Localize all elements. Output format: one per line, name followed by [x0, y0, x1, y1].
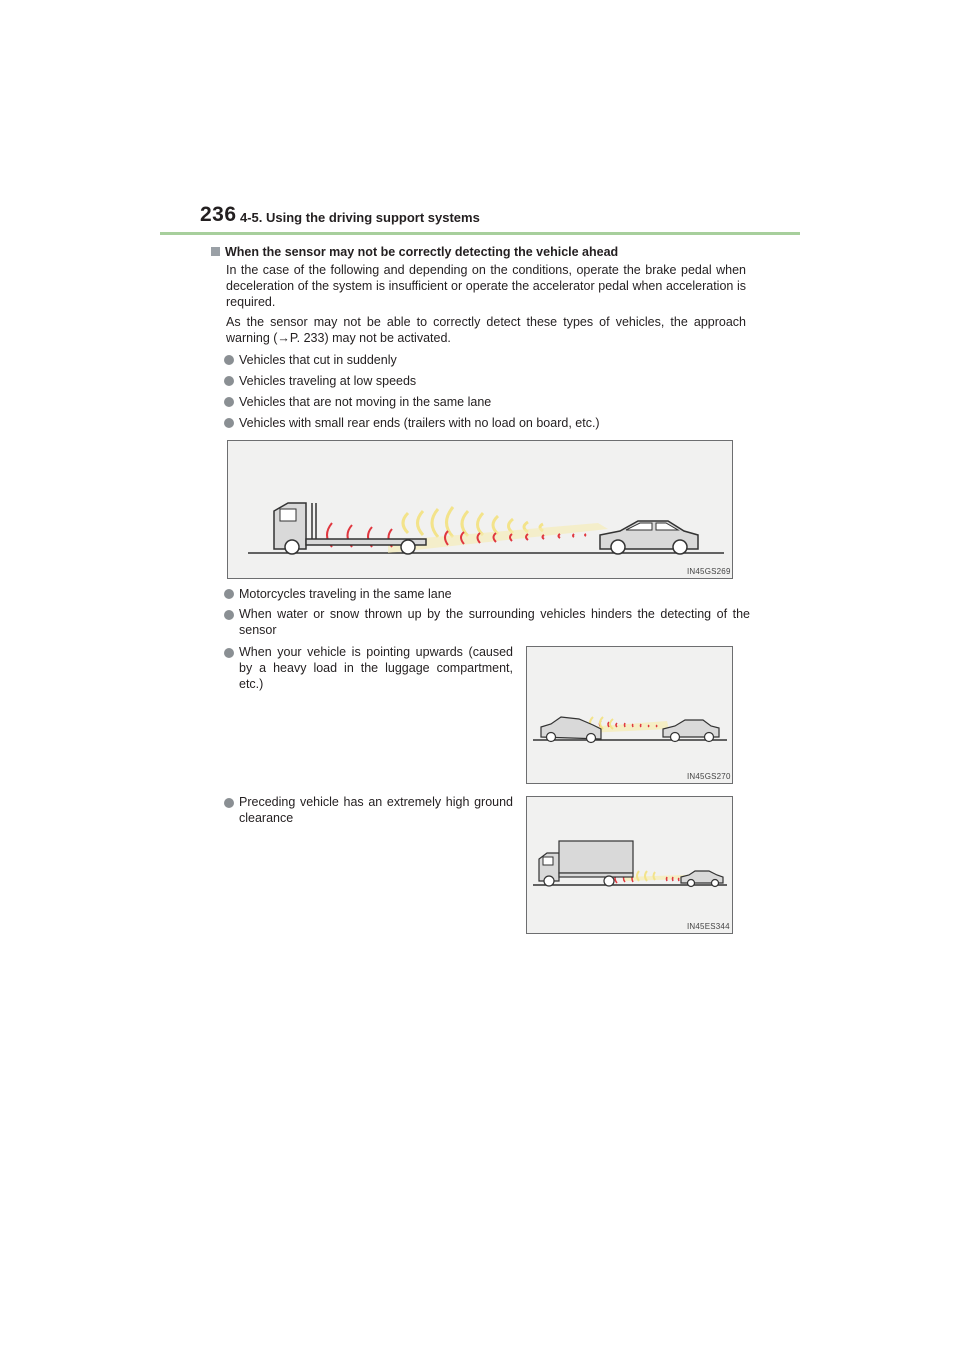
header-rule	[160, 232, 800, 235]
list-item-text: Preceding vehicle has an extremely high ground clearance	[239, 795, 513, 825]
list-item-text: Vehicles traveling at low speeds	[239, 374, 417, 388]
list-item	[224, 373, 416, 389]
figure-id: IN45GS270	[687, 772, 731, 781]
list-item	[224, 352, 397, 368]
bullet-icon	[224, 610, 234, 620]
list-item-text: Vehicles that are not moving in the same lane	[239, 395, 492, 409]
trailer-illustration	[228, 441, 732, 578]
list-item	[224, 415, 600, 431]
list-item-text: Motorcycles traveling in the same lane	[239, 587, 452, 601]
paragraph-1: In the case of the following and depending on the conditions, operate the brake pedal when deceleration of the system is insufficient or operate the accelerator pedal when acceleration is required.	[226, 263, 746, 309]
figure-trailer	[227, 440, 733, 579]
square-bullet-icon	[211, 247, 220, 256]
section-title: 4-5. Using the driving support systems	[240, 210, 480, 225]
bullet-icon	[224, 798, 234, 808]
section-heading-text: When the sensor may not be correctly detecting the vehicle ahead	[225, 245, 619, 259]
figure-clearance	[526, 796, 733, 934]
bullet-icon	[224, 418, 234, 428]
paragraph-2: As the sensor may not be able to correctly detect these types of vehicles, the approach warning (→P. 233) may not be activated.	[226, 315, 746, 345]
list-item-text: When your vehicle is pointing upwards (caused by a heavy load in the luggage compartment, etc.)	[239, 645, 513, 691]
section-heading	[211, 245, 618, 259]
bullet-icon	[224, 589, 234, 599]
bullet-icon	[224, 648, 234, 658]
clearance-illustration	[527, 797, 732, 933]
bullet-icon	[224, 397, 234, 407]
page-number: 236	[200, 203, 237, 226]
figure-id: IN45ES344	[687, 922, 730, 931]
bullet-icon	[224, 355, 234, 365]
upwards-illustration	[527, 647, 732, 783]
figure-upwards	[526, 646, 733, 784]
list-item-text: When water or snow thrown up by the surrounding vehicles hinders the detecting of the sensor	[239, 607, 750, 637]
page-header	[160, 203, 800, 235]
list-item-text: Vehicles that cut in suddenly	[239, 353, 397, 367]
figure-id: IN45GS269	[687, 567, 731, 576]
list-item-text: Vehicles with small rear ends (trailers with no load on board, etc.)	[239, 416, 600, 430]
bullet-icon	[224, 376, 234, 386]
list-item	[224, 394, 491, 410]
list-item	[224, 586, 452, 602]
